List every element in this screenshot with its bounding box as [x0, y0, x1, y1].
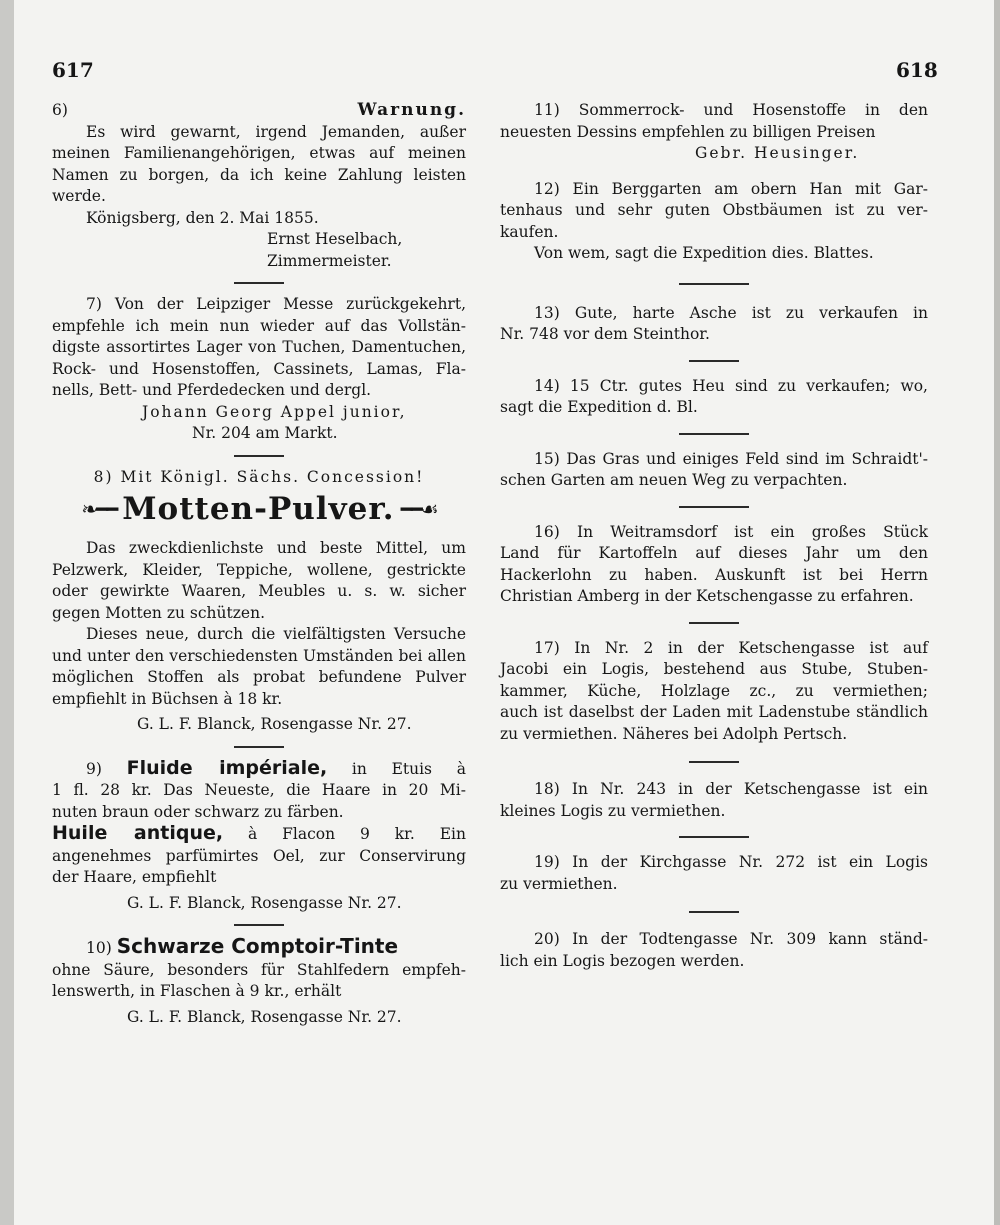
- signature: Zimmermeister.: [267, 251, 392, 270]
- separator-rule: [234, 455, 284, 457]
- text-line: meinen Familienangehörigen, etwas auf meinen: [52, 144, 466, 162]
- product-name: Huile antique,: [52, 822, 224, 844]
- text-line: lich ein Logis bezogen werden.: [500, 951, 745, 970]
- separator-rule: [679, 506, 749, 508]
- text-line: 7) Von der Leipziger Messe zurückgekehrt,: [86, 295, 466, 313]
- banner-title: Motten-Pulver.: [122, 491, 395, 528]
- text-line: 1 fl. 28 kr. Das Neueste, die Haare in 20 Mi-: [52, 781, 466, 799]
- text-line: nuten braun oder schwarz zu färben.: [52, 802, 344, 821]
- ad-6: [52, 100, 466, 272]
- ad-10-title-line: [52, 936, 466, 960]
- text-line: 19) In der Kirchgasse Nr. 272 ist ein Logis: [534, 853, 928, 871]
- text-line: kammer, Küche, Holzlage zc., zu vermiethen;: [500, 681, 928, 700]
- ad-heading: Warnung.: [357, 100, 466, 120]
- text-line: 18) In Nr. 243 in der Ketschengasse ist ein: [534, 780, 928, 798]
- ad-8: [52, 467, 466, 736]
- text-line: 17) In Nr. 2 in der Ketschengasse ist auf: [534, 638, 928, 657]
- ad-13: [500, 303, 928, 346]
- text-line: Dieses neue, durch die vielfältigsten Versuche: [86, 625, 466, 643]
- ad-11: [500, 100, 928, 165]
- ad-14: [500, 376, 928, 419]
- text-line: 13) Gute, harte Asche ist zu verkaufen in: [534, 303, 928, 322]
- signature: Ernst Heselbach,: [267, 230, 403, 248]
- signature: G. L. F. Blanck, Rosengasse Nr. 27.: [127, 893, 402, 912]
- ad-number: 9): [86, 759, 102, 778]
- text-line: angenehmes parfümirtes Oel, zur Conservirung: [52, 846, 466, 865]
- separator-rule: [689, 622, 739, 624]
- ad-number: 6): [52, 101, 68, 119]
- text-line: der Haare, empfiehlt: [52, 868, 217, 886]
- concession-heading: 8) Mit Königl. Sächs. Concession!: [93, 467, 425, 486]
- signature: Johann Georg Appel junior,: [142, 402, 407, 421]
- page-edge-shadow: [994, 0, 1000, 1225]
- separator-rule: [679, 283, 749, 285]
- text-line: Jacobi ein Logis, bestehend aus Stube, Stuben-: [500, 660, 928, 678]
- ad-12: [500, 179, 928, 265]
- product-name: Schwarze Comptoir-Tinte: [116, 934, 399, 958]
- separator-rule: [234, 746, 284, 748]
- text-line: 14) 15 Ctr. gutes Heu sind zu verkaufen; wo,: [534, 376, 928, 395]
- info-line: Von wem, sagt die Expedition dies. Blattes.: [534, 244, 874, 262]
- text-line: Das zweckdienlichste und beste Mittel, um: [86, 539, 466, 557]
- separator-rule: [679, 836, 749, 838]
- ad-10: [52, 936, 466, 1028]
- page-number-left: 617: [52, 58, 94, 82]
- text-line: Nr. 748 vor dem Steinthor.: [500, 325, 710, 343]
- ad-20: [500, 929, 928, 972]
- text-line: Es wird gewarnt, irgend Jemanden, außer: [86, 122, 466, 141]
- text-line: Namen zu borgen, da ich keine Zahlung leisten: [52, 165, 466, 184]
- ad-9-title-line: [52, 758, 466, 781]
- text-line: empfehle ich mein nun wieder auf das Vollstän-: [52, 316, 466, 335]
- text-line: kaufen.: [500, 222, 559, 241]
- text-line: sagt die Expedition d. Bl.: [500, 398, 698, 416]
- ad-9: [52, 758, 466, 915]
- place-date: Königsberg, den 2. Mai 1855.: [86, 208, 319, 227]
- ad-16: [500, 522, 928, 608]
- text-line: lenswerth, in Flaschen à 9 kr., erhält: [52, 982, 342, 1000]
- text-line: kleines Logis zu vermiethen.: [500, 801, 726, 820]
- separator-rule: [679, 433, 749, 435]
- separator-rule: [689, 360, 739, 362]
- product-name: Fluide impériale,: [126, 756, 328, 779]
- separator-rule: [689, 761, 739, 763]
- text-line: Pelzwerk, Kleider, Teppiche, wollene, gestrickte: [52, 560, 466, 579]
- signature: Nr. 204 am Markt.: [192, 424, 338, 442]
- text-line: 16) In Weitramsdorf ist ein großes Stück: [534, 522, 928, 541]
- text-line: zu vermiethen. Näheres bei Adolph Pertsch.: [500, 724, 848, 743]
- signature: G. L. F. Blanck, Rosengasse Nr. 27.: [127, 1007, 402, 1026]
- text-line: Christian Amberg in der Ketschengasse zu erfahren.: [500, 587, 914, 605]
- text-line: möglichen Stoffen als probat befundene Pulver: [52, 668, 466, 686]
- ad-18: [500, 779, 928, 822]
- text-line: Land für Kartoffeln auf dieses Jahr um den: [500, 544, 928, 562]
- text-line: 20) In der Todtengasse Nr. 309 kann ständ-: [534, 930, 928, 948]
- ad-6-heading-line: [52, 100, 466, 122]
- left-column: [52, 100, 466, 1028]
- text-line: werde.: [52, 187, 106, 205]
- ad-7: [52, 294, 466, 445]
- text-line: 11) Sommerrock- und Hosenstoffe in den: [534, 101, 928, 119]
- page-gutter-shadow: [0, 0, 14, 1225]
- text-line: ohne Säure, besonders für Stahlfedern empfeh-: [52, 960, 466, 979]
- page-number-right: 618: [896, 58, 938, 82]
- text-line: oder gewirkte Waaren, Meubles u. s. w. sicher: [52, 582, 466, 600]
- text-line: Hackerlohn zu haben. Auskunft ist bei Herrn: [500, 565, 928, 584]
- text-line: gegen Motten zu schützen.: [52, 603, 265, 622]
- text-line: schen Garten am neuen Weg zu verpachten.: [500, 471, 848, 489]
- text-line: Rock- und Hosenstoffen, Cassinets, Lamas, Fla-: [52, 359, 466, 378]
- text-line: 15) Das Gras und einiges Feld sind im Schraidt'-: [534, 449, 928, 468]
- separator-rule: [234, 282, 284, 284]
- ornament-right-icon: ━━☙: [400, 497, 437, 522]
- separator-rule: [689, 911, 739, 913]
- ad-number: 10): [86, 939, 112, 957]
- price-text: in Etuis à: [351, 759, 466, 778]
- text-line: neuesten Dessins empfehlen zu billigen Preisen: [500, 122, 876, 141]
- motten-pulver-banner: [52, 492, 466, 528]
- ad-19: [500, 852, 928, 895]
- text-line: empfiehlt in Büchsen à 18 kr.: [52, 689, 283, 708]
- price-text: à Flacon 9 kr. Ein: [248, 825, 466, 843]
- text-line: digste assortirtes Lager von Tuchen, Damentuchen,: [52, 338, 466, 356]
- right-column: [500, 100, 928, 972]
- ad-9-title2-line: [52, 823, 466, 846]
- ornament-left-icon: ❧━━: [81, 497, 117, 522]
- ad-17: [500, 638, 928, 746]
- signature: G. L. F. Blanck, Rosengasse Nr. 27.: [137, 715, 412, 733]
- signature: Gebr. Heusinger.: [695, 144, 860, 162]
- separator-rule: [234, 924, 284, 926]
- text-line: und unter den verschiedensten Umständen bei allen: [52, 646, 466, 665]
- text-line: zu vermiethen.: [500, 874, 618, 893]
- text-line: auch ist daselbst der Laden mit Ladenstube ständlich: [500, 703, 928, 721]
- ad-15: [500, 449, 928, 492]
- text-line: 12) Ein Berggarten am obern Han mit Gar-: [534, 179, 928, 198]
- text-line: nells, Bett- und Pferdedecken und dergl.: [52, 381, 372, 399]
- text-line: tenhaus und sehr guten Obstbäumen ist zu ver-: [500, 201, 928, 219]
